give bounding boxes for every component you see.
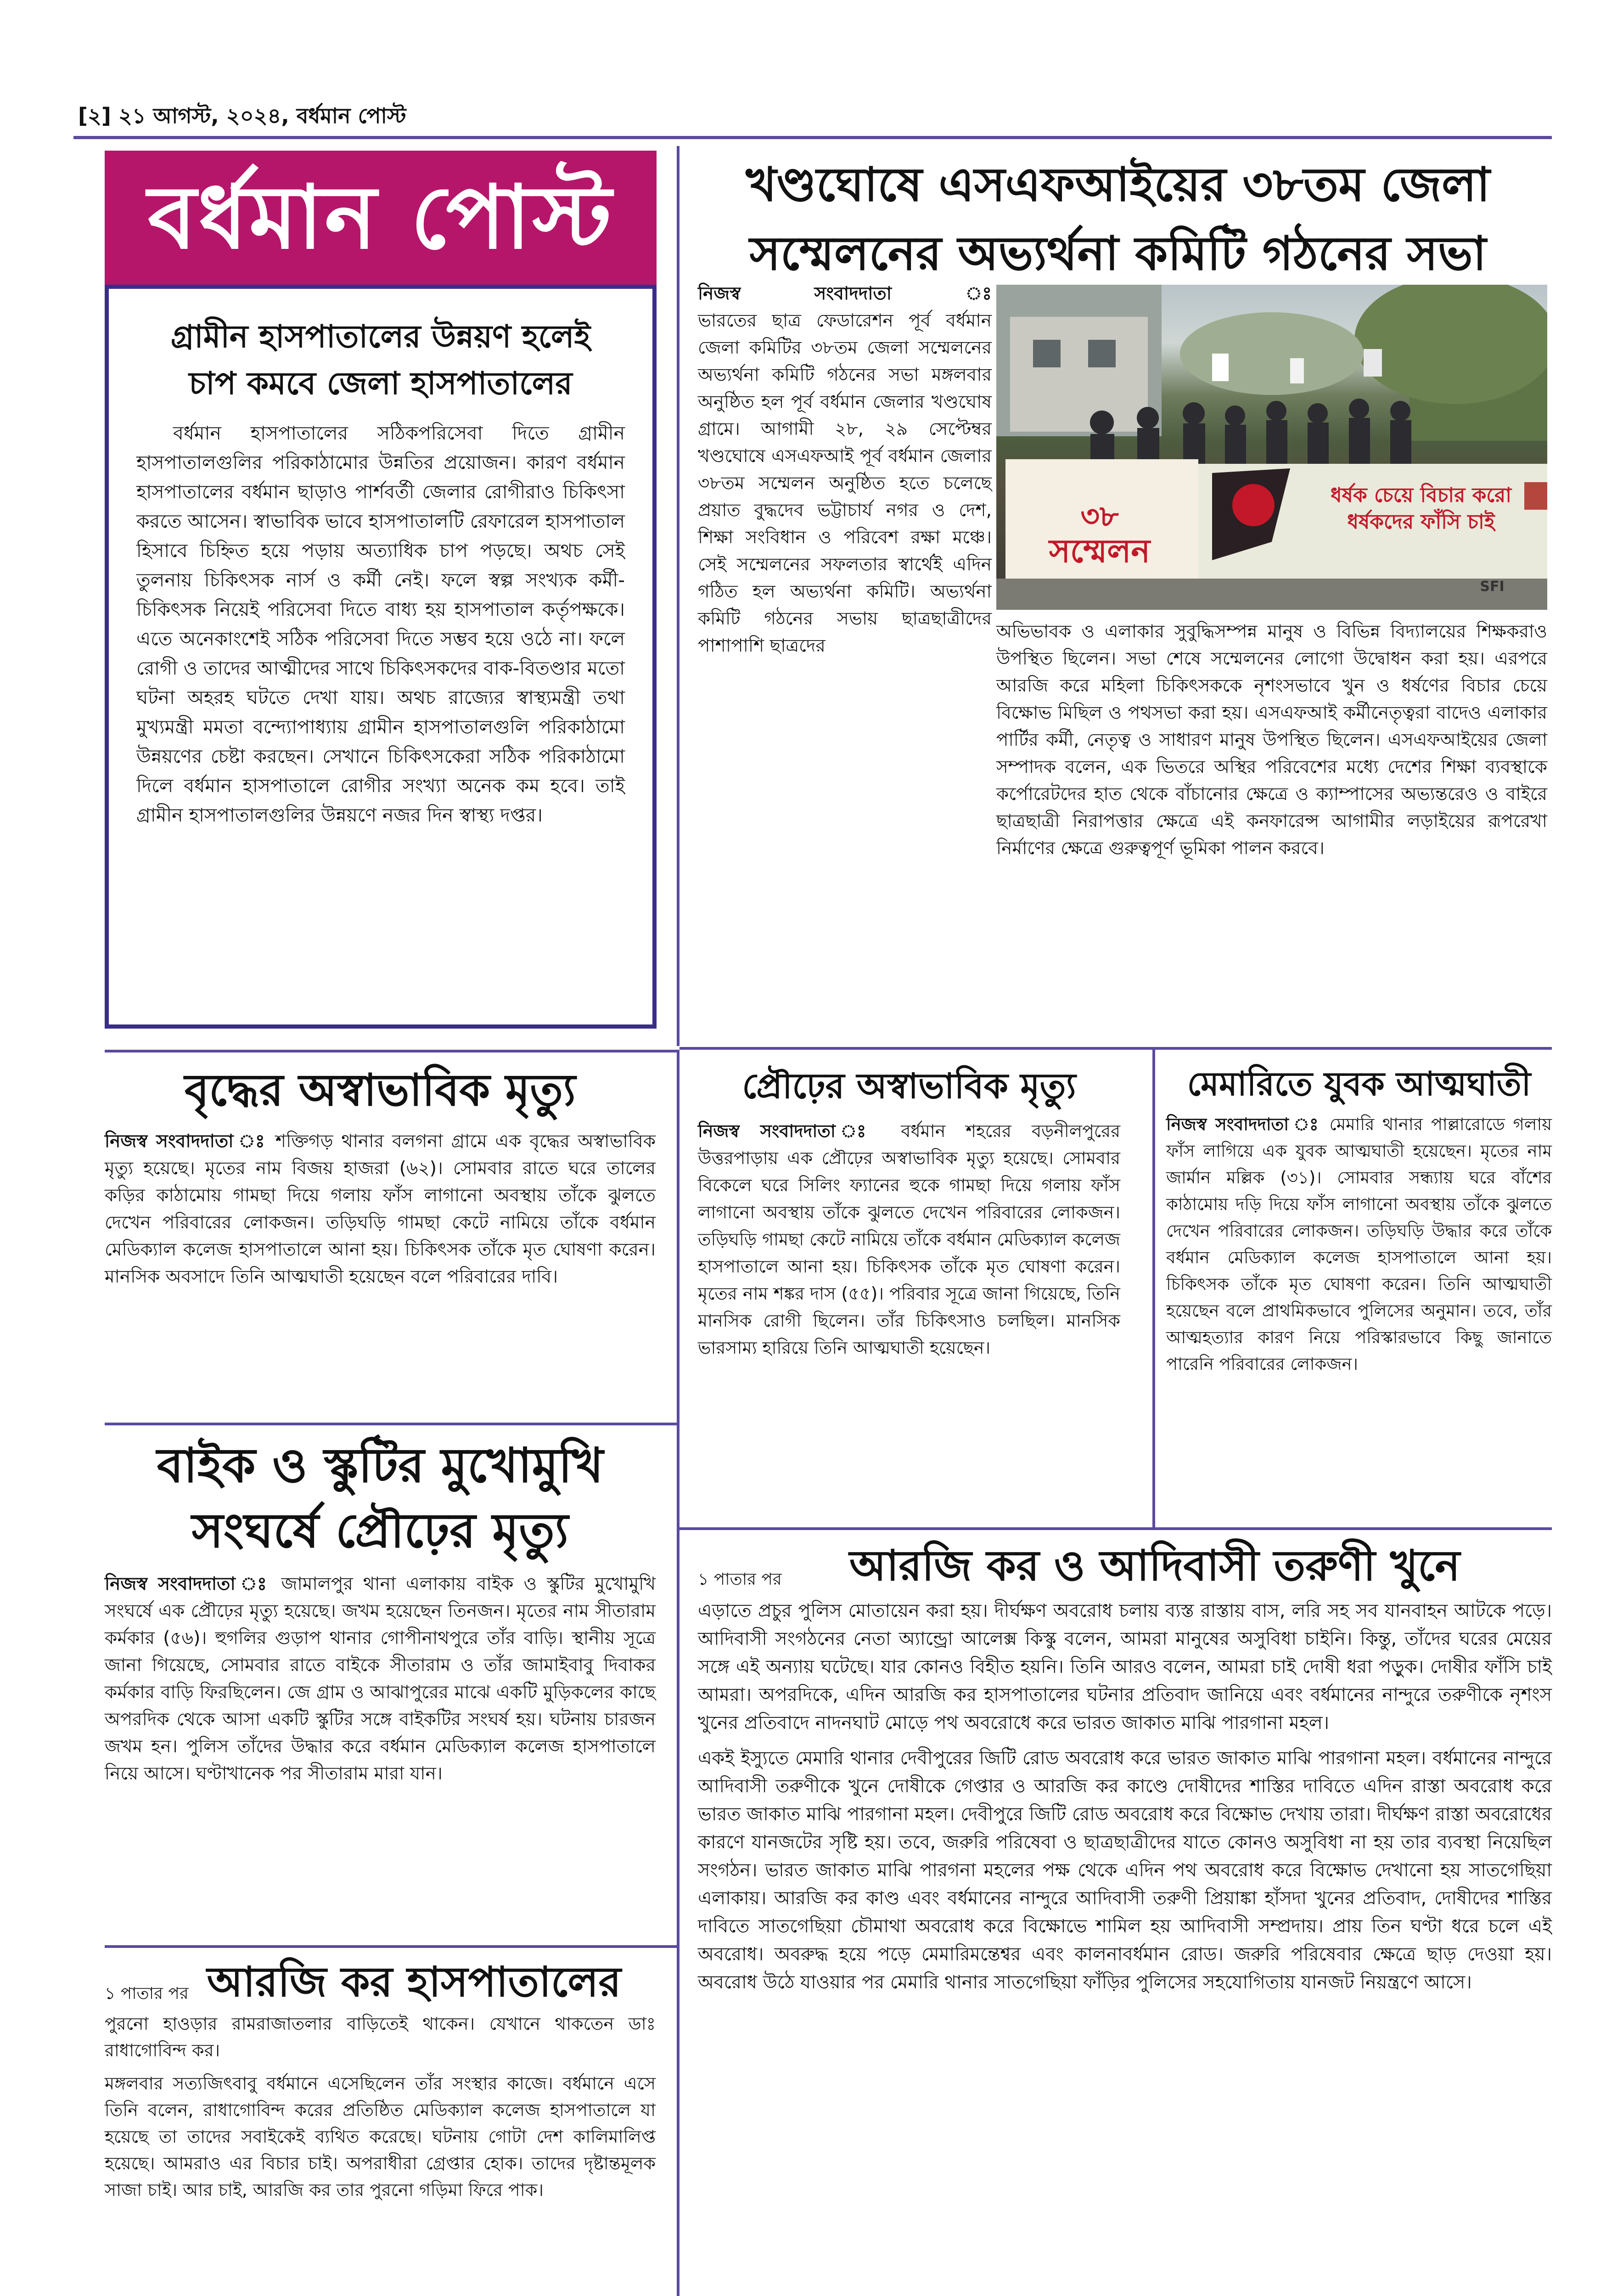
photo-banner-text <box>1313 482 1529 535</box>
sfi-body-col1: ভারতের ছাত্র ফেডারেশন পূর্ব বর্ধমান জেলা কমিটির ৩৮তম জেলা সম্মেলনের অভ্যর্থনা কমিটি গঠনের সভা মঙ্গলবার অনুষ্ঠিত হল পূর্ব বর্ধমান জেলার খণ্ডঘোষ গ্রামে। আগামী ২৮, ২৯ সেপ্টেম্বর খণ্ডঘোষে এসএফআই পূর্ব বর্ধমান জেলার ৩৮তম সম্মেলন অনুষ্ঠিত হতে চলেছে প্রয়াত বুদ্ধদেব ভট্টাচার্য নগর ও দেশ, শিক্ষা সংবিধান ও পরিবেশ রক্ষা মঞ্চে। সেই সম্মেলনের সফলতার স্বার্থেই এদিন গঠিত হল অভ্যর্থনা কমিটি। অভ্যর্থনা কমিটি গঠনের সভায় ছাত্রছাত্রীদের পাশাপাশি ছাত্রদের <box>698 310 992 656</box>
sfi-rally-photo <box>996 285 1547 610</box>
masthead-title: বর্ধমান পোস্ট <box>147 167 613 268</box>
bike-byline: নিজস্ব সংবাদদাতা ঃ <box>105 1574 271 1594</box>
rgkar-hospital-article <box>105 1957 656 2203</box>
photo-banner-line1: ধর্ষক চেয়ে বিচার করো <box>1330 484 1512 507</box>
sfi-body-col2: অভিভাবক ও এলাকার সুবুদ্ধিসম্পন্ন মানুষ ও বিভিন্ন বিদ্যালয়ের শিক্ষকরাও উপস্থিত ছিলেন। সভা শেষে সম্মেলনের লোগো উদ্বোধন করা হয়। এরপরে আরজি করে মহিলা চিকিৎসককে নৃশংসভাবে খুন ও ধর্ষণের বিচার চেয়ে বিক্ষোভ মিছিল ও পথসভা করা হয়। এসএফআই কর্মীনেতৃত্বরা বাদেও এলাকার পার্টির কর্মী, নেতৃত্ব ও সাধারণ মানুষ উপস্থিত ছিলেন। এসএফআইয়ের জেলা সম্পাদক বলেন, এক ভিতরে অস্থির পরিবেশের মধ্যে দেশের শিক্ষা ব্যবস্থাকে কর্পোরেটদের হাত থেকে বাঁচানোর ক্ষেত্রে ও ক্যাম্পাসের অভ্যন্তরেও ও বাইরে ছাত্রছাত্রী নিরাপত্তার ক্ষেত্রে এই কনফারেন্স আগামীর লড়াইয়ের রূপরেখা নির্মাণের ক্ষেত্রে গুরুত্বপূর্ণ ভূমিকা পালন করবে। <box>996 621 1547 859</box>
rgkar-hospital-header <box>105 1957 656 2008</box>
photo-banner-line2: ধর্ষকদের ফাঁসি চাই <box>1347 510 1495 534</box>
column-rule-small <box>1152 1050 1155 1527</box>
hospital-headline <box>136 314 625 407</box>
adivasi-header <box>698 1538 1552 1593</box>
hospital-article-box <box>105 285 657 1029</box>
mid-rule-2 <box>680 1047 1552 1050</box>
adivasi-continued: ১ পাতার পর <box>698 1570 782 1589</box>
sfi-headline <box>684 151 1552 288</box>
adivasi-article <box>698 1538 1552 1997</box>
masthead <box>105 151 657 285</box>
hospital-headline-line2: চাপ কমবে জেলা হাসপাতালের <box>189 366 573 402</box>
elderly-rule <box>105 1423 677 1425</box>
memari-body-wrap <box>1166 1111 1552 1378</box>
bike-body: জামালপুর থানা এলাকায় বাইক ও স্কুটির মুখোমুখি সংঘর্ষে এক প্রৌঢ়ের মৃত্যু হয়েছে। জখম হয়েছেন তিনজন। মৃতের নাম সীতারাম কর্মকার (৫৬)। হুগলির গুড়াপ থানার গোপীনাথপুরে তাঁর বাড়ি। স্থানীয় সূত্রে জানা গিয়েছে, সোমবার রাতে বাইকে সীতারাম ও তাঁর জামাইবাবু দিবাকর কর্মকার বাড়ি ফিরছিলেন। জে গ্রাম ও আঝাপুরের মাঝে একটি মুড়িকলের কাছে অপরদিক থেকে আসা একটি স্কুটির সঙ্গে বাইকটির সংঘর্ষ হয়। ঘটনায় চারজন জখম হন। পুলিস তাঁদের উদ্ধার করে বর্ধমান মেডিক্যাল কলেজ হাসপাতালে নিয়ে আসে। ঘণ্টাখানেক পর সীতারাম মারা যান। <box>105 1574 656 1784</box>
memari-byline: নিজস্ব সংবাদদাতা ঃ <box>1166 1114 1321 1134</box>
adivasi-para2: একই ইস্যুতে মেমারি থানার দেবীপুরের জিটি রোড অবরোধ করে ভারত জাকাত মাঝি পারগানা মহল। বর্ধমানের নান্দুরে আদিবাসী তরুণীকে খুনে দোষীকে গেপ্তার ও আরজি কর কাণ্ডে দোষীদের শাস্তির দাবিতে এদিন রাস্তা অবরোধ করে ভারত জাকাত মাঝি পারগানা মহল। দেবীপুরে জিটি রোড অবরোধ করে বিক্ষোভ দেখায় তারা। দীর্ঘক্ষণ রাস্তা অবরোধের কারণে যানজটের সৃষ্টি হয়। তবে, জরুরি পরিষেবা ও ছাত্রছাত্রীদের যাতে কোনও অসুবিধা না হয় তার ব্যবস্থা নিয়েছিল সংগঠন। ভারত জাকাত মাঝি পারগনা মহলের পক্ষ থেকে এদিন পথ অবরোধ করে বিক্ষোভ দেখানো হয় সাতগেছিয়া এলাকায়। আরজি কর কাণ্ড এবং বর্ধমানের নান্দুরে আদিবাসী তরুণী প্রিয়াঙ্কা হাঁসদা খুনের প্রতিবাদ, দোষীদের শাস্তির দাবিতে সাতগেছিয়া চৌমাথা অবরোধ করে বিক্ষোভে শামিল হয় আদিবাসী সম্প্রদায়। প্রায় তিন ঘণ্টা ধরে চলে এই অবরোধ। অবরুদ্ধ হয়ে পড়ে মেমারিমন্তেশ্বর এবং কালনাবর্ধমান রোড। জরুরি পরিষেবার ক্ষেত্রে ছাড় দেওয়া হয়। অবরোধ উঠে যাওয়ার পর মেমারি থানার সাতগেছিয়া ফাঁড়ির পুলিসের সহযোগিতায় যানজট নিয়ন্ত্রণে আসে। <box>698 1748 1552 1993</box>
bike-body-wrap <box>105 1570 656 1787</box>
mid-rule-3 <box>680 1527 1552 1530</box>
middleaged-body-wrap <box>698 1118 1120 1362</box>
elderly-article <box>105 1061 656 1290</box>
rgkar-hospital-continued: ১ পাতার পর <box>105 1984 189 2003</box>
adivasi-headline: আরজি কর ও আদিবাসী তরুণী খুনে <box>849 1541 1460 1590</box>
sfi-byline-word2: সংবাদদাতা <box>814 283 892 304</box>
elderly-body: শক্তিগড় থানার বলগনা গ্রামে এক বৃদ্ধের অস্বাভাবিক মৃত্যু হয়েছে। মৃতের নাম বিজয় হাজরা (৬২)। সোমবার রাতে ঘরে তালের কড়ির কাঠামোয় গামছা দিয়ে গলায় ফাঁস লাগানো অবস্থায় তাঁকে ঝুলতে দেখেন পরিবারের লোকজন। তড়িঘড়ি গামছা কেটে নামিয়ে তাঁকে বর্ধমান মেডিক্যাল কলেজ হাসপাতালে আনা হয়। চিকিৎসক তাঁকে মৃত ঘোষণা করেন। মানসিক অবসাদে তিনি আত্মঘাতী হয়েছেন বলে পরিবারের দাবি। <box>105 1131 656 1287</box>
elderly-byline: নিজস্ব সংবাদদাতা ঃ <box>105 1131 268 1152</box>
rgkar-hospital-headline: আরজি কর হাসপাতালের <box>207 1958 621 2006</box>
column-rule-top <box>677 146 680 1046</box>
adivasi-para1: এড়াতে প্রচুর পুলিস মোতায়েন করা হয়। দীর্ঘক্ষণ অবরোধ চলায় ব্যস্ত রাস্তায় বাস, লরি সহ সব যানবাহন আটকে পড়ে। আদিবাসী সংগঠনের নেতা অ্যান্ড্রো আলেক্স কিস্কু বলেন, আমরা মানুষের অসুবিধা চাইনি। কিন্তু, তাঁদের ঘরের মেয়ের সঙ্গে এই অন্যায় ঘটেছে। যার কোনও বিহীত হয়নি। তিনি আরও বলেন, আমরা চাই দোষী ধরা পড়ুক। দোষীর ফাঁসি চাই আমরা। অপরদিকে, এদিন আরজি কর হাসপাতালের ঘটনার প্রতিবাদ জানিয়ে এবং বর্ধমানের নান্দুরে তরুণীকে নৃশংস খুনের প্রতিবাদে নাদনঘাট মোড়ে পথ অবরোধে করে ভারত জাকাত মাঝি পারগানা মহল। <box>698 1600 1552 1733</box>
hospital-headline-line1: গ্রামীন হাসপাতালের উন্নয়ণ হলেই <box>171 319 590 355</box>
elderly-body-wrap <box>105 1128 656 1290</box>
photo-logo-word: সম্মেলন <box>1049 532 1151 570</box>
photo-logo-number: ৩৮ <box>1080 500 1119 534</box>
middleaged-byline: নিজস্ব সংবাদদাতা ঃ <box>698 1121 881 1141</box>
bike-rule <box>105 1945 677 1948</box>
page-folio: [২] ২১ আগস্ট, ২০২৪, বর্ধমান পোস্ট <box>78 103 406 128</box>
bike-article <box>105 1433 656 1787</box>
sfi-byline-colon: ঃ <box>965 283 992 304</box>
photo-credit: SFI <box>1480 579 1505 595</box>
top-rule <box>73 136 1552 139</box>
memari-body: মেমারি থানার পাল্লারোডে গলায় ফাঁস লাগিয়ে এক যুবক আত্মঘাতী হয়েছেন। মৃতের নাম জার্মান মল্লিক (৩১)। সোমবার সন্ধ্যায় ঘরে বাঁশের কাঠামোয় দড়ি দিয়ে ফাঁস লাগানো অবস্থায় তাঁকে ঝুলতে দেখেন পরিবারের লোকজন। তড়িঘড়ি উদ্ধার করে তাঁকে বর্ধমান মেডিক্যাল কলেজ হাসপাতালে আনা হয়। চিকিৎসক তাঁকে মৃত ঘোষণা করেন। তিনি আত্মঘাতী হয়েছেন বলে প্রাথমিকভাবে পুলিসের অনুমান। তবে, তাঁর আত্মহত্যার কারণ নিয়ে পরিস্কারভাবে কিছু জানাতে পারেনি পরিবারের লোকজন। <box>1166 1114 1552 1374</box>
hospital-body: বর্ধমান হাসপাতালের সঠিকপরিসেবা দিতে গ্রামীন হাসপাতালগুলির পরিকাঠামোর উন্নতির প্রয়োজন। কারণ বর্ধমান হাসপাতালের বর্ধমান ছাড়াও পার্শবর্তী জেলার রোগীরাও চিকিৎসা করতে আসেন। স্বাভাবিক ভাবে হাসপাতালটি রেফারেল হাসপাতাল হিসাবে চিহ্নিত হয়ে পড়ায় অত্যাধিক চাপ পড়ছে। অথচ সেই তুলনায় চিকিৎসক নার্স ও কর্মী নেই। ফলে স্বল্প সংখ্যক কর্মী-চিকিৎসক নিয়েই পরিসেবা দিতে বাধ্য হয় হাসপাতাল কর্তৃপক্ষকে। এতে অনেকাংশেই সঠিক পরিসেবা দিতে সম্ভব হয়ে ওঠে না। ফলে রোগী ও তাদের আত্মীদের সাথে চিকিৎসকদের বাক-বিতণ্ডার মতো ঘটনা অহরহ ঘটতে দেখা যায়। অথচ রাজ্যের স্বাস্থ্যমন্ত্রী তথা মুখ্যমন্ত্রী মমতা বন্দ্যোপাধ্যায় গ্রামীন হাসপাতালগুলি পরিকাঠামো উন্নয়ণের চেষ্টা করছেন। সেখানে চিকিৎসকেরা সঠিক পরিকাঠামো দিলে বর্ধমান হাসপাতালে রোগীর সংখ্যা অনেক কম হবে। তাই গ্রামীন হাসপাতালগুলির উন্নয়ণে নজর দিন স্বাস্থ্য দপ্তর। <box>136 422 625 826</box>
photo-logo <box>1024 501 1175 569</box>
column-rule-mid <box>677 1050 680 2296</box>
bike-headline-line2: সংঘর্ষে প্রৌঢ়ের মৃত্যু <box>191 1503 569 1559</box>
elderly-headline: বৃদ্ধের অস্বাভাবিক মৃত্যু <box>184 1064 576 1116</box>
middleaged-body: বর্ধমান শহরের বড়নীলপুরের উত্তরপাড়ায় এক প্রৌঢ়ের অস্বাভাবিক মৃত্যু হয়েছে। সোমবার বিকেলে ঘরে সিলিং ফ্যানের হুকে গামছা দিয়ে গলায় ফাঁস লাগানো অবস্থায় তাঁকে ঝুলতে দেখেন পরিবারের লোকজন। তড়িঘড়ি গামছা কেটে নামিয়ে তাঁকে বর্ধমান মেডিক্যাল কলেজ হাসপাতালে আনা হয়। চিকিৎসক তাঁকে মৃত ঘোষণা করেন। মৃতের নাম শঙ্কর দাস (৫৫)। পরিবার সূত্রে জানা গিয়েছে, তিনি মানসিক রোগী ছিলেন। তাঁর চিকিৎসাও চলছিল। মানসিক ভারসাম্য হারিয়ে তিনি আত্মঘাতী হয়েছেন। <box>698 1121 1121 1358</box>
memari-headline: মেমারিতে যুবক আত্মঘাতী <box>1187 1064 1531 1103</box>
bike-headline-line1: বাইক ও স্কুটির মুখোমুখি <box>157 1437 604 1493</box>
sfi-headline-line1: খণ্ডঘোষে এসএফআইয়ের ৩৮তম জেলা <box>746 158 1490 212</box>
middleaged-headline: প্রৌঢ়ের অস্বাভাবিক মৃত্যু <box>742 1065 1076 1106</box>
rgkar-hospital-para1: পুরনো হাওড়ার রামরাজাতলার বাড়িতেই থাকেন। যেখানে থাকতেন ডাঃ রাধাগোবিন্দ কর। <box>105 2014 656 2060</box>
sfi-headline-line2: সম্মেলনের অভ্যর্থনা কমিটি গঠনের সভা <box>749 226 1487 281</box>
mid-rule-1 <box>105 1050 677 1052</box>
sfi-byline <box>698 280 992 307</box>
bike-headline <box>105 1433 656 1563</box>
middleaged-article <box>698 1061 1120 1362</box>
rgkar-hospital-para2: মঙ্গলবার সত্যজিৎবাবু বর্ধমানে এসেছিলেন তাঁর সংস্থার কাজে। বর্ধমানে এসে তিনি বলেন, রাধাগোবিন্দ করের প্রতিষ্ঠিত মেডিক্যাল কলেজ হাসপাতালে যা হয়েছে তা তাদের সবাইকেই ব্যথিত করেছে। ঘটনায় গোটা দেশ কালিমালিপ্ত হয়েছে। আমরাও এর বিচার চাই। অপরাধীরা গ্রেপ্তার হোক। তাদের দৃষ্টান্তমূলক সাজা চাই। আর চাই, আরজি কর তার পুরনো গড়িমা ফিরে পাক। <box>105 2073 656 2200</box>
memari-article <box>1166 1061 1552 1378</box>
sfi-column-1 <box>698 280 992 659</box>
sfi-byline-word1: নিজস্ব <box>698 283 741 304</box>
